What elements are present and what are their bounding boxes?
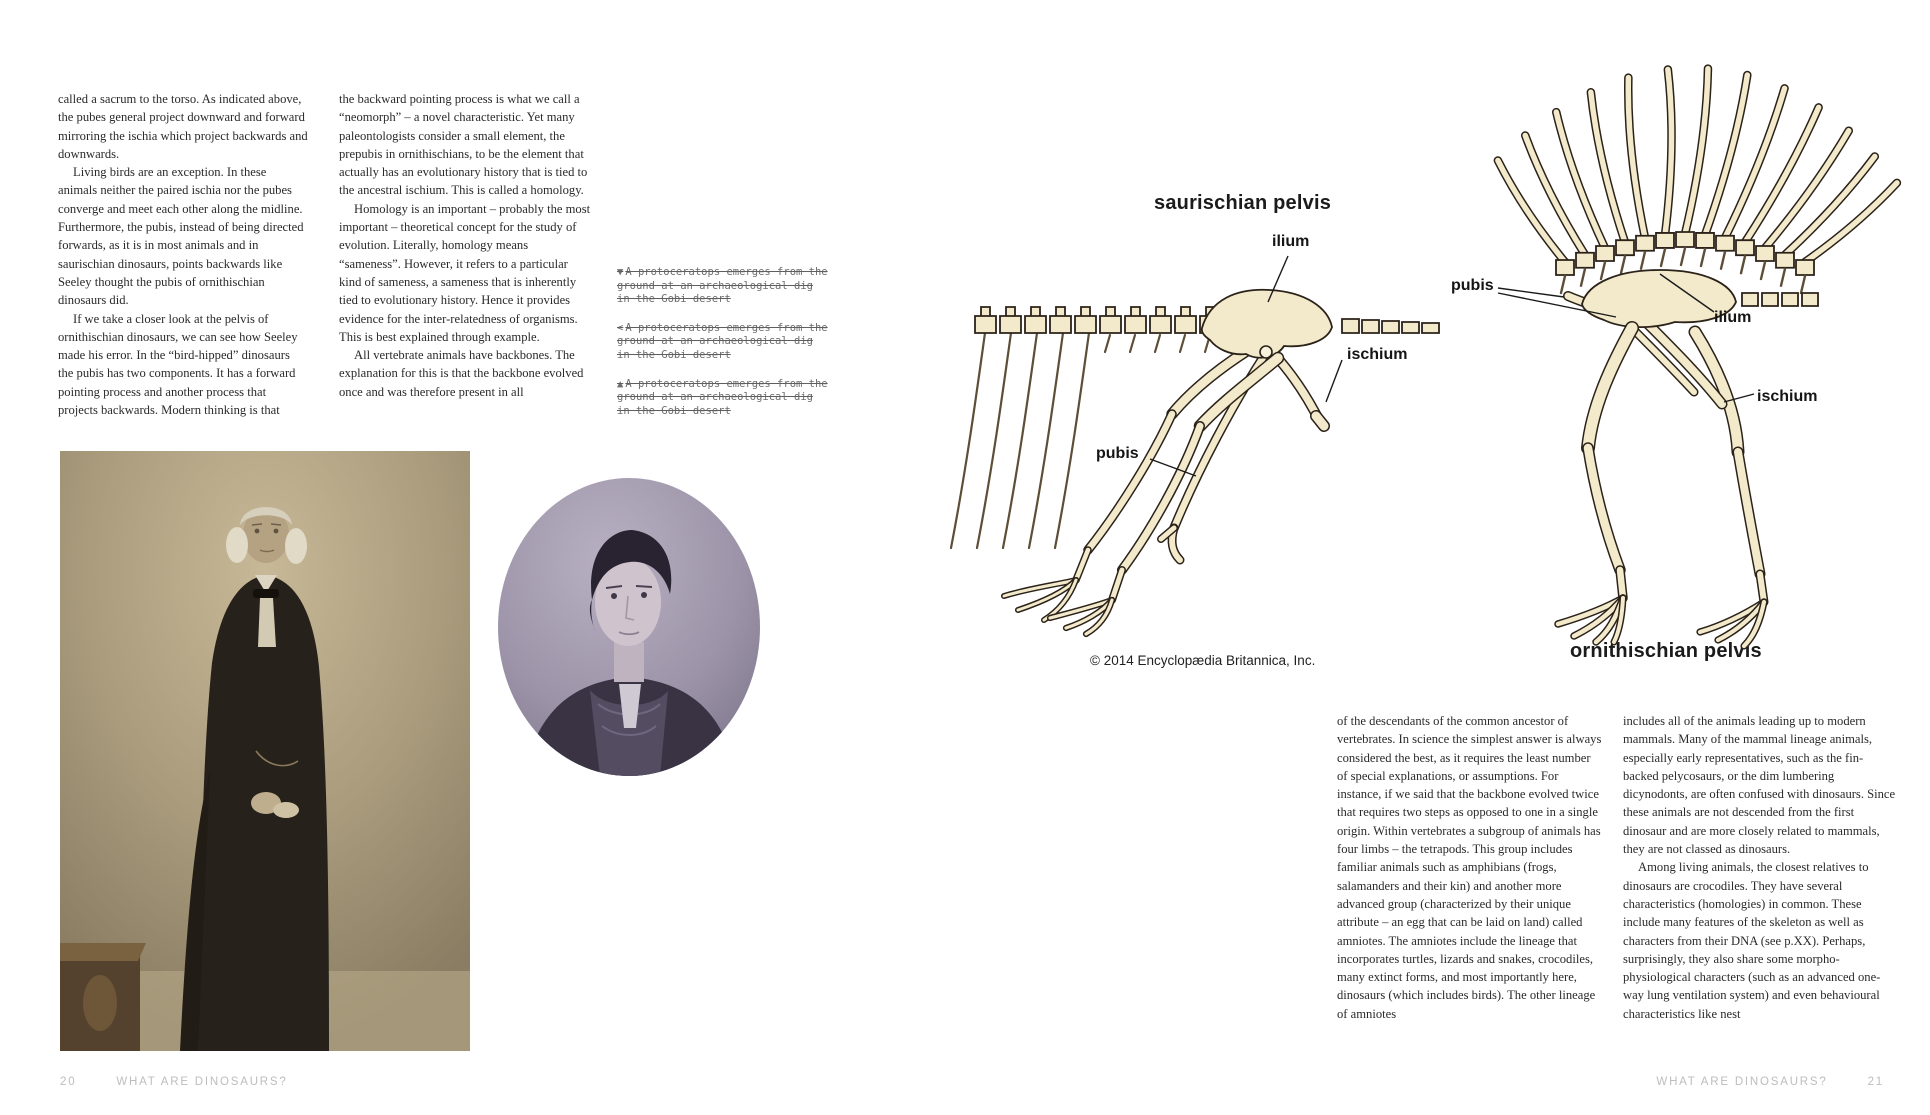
bone [1326, 360, 1342, 402]
bone [1762, 293, 1778, 306]
bone [1676, 232, 1694, 247]
bone [1621, 256, 1625, 273]
bone [1701, 249, 1705, 266]
bone [1761, 262, 1765, 279]
bone [1741, 256, 1745, 273]
bone [1681, 248, 1685, 265]
bone [1582, 270, 1736, 327]
body-column-3 [1337, 712, 1603, 1023]
bone [1342, 319, 1359, 333]
bone [1636, 236, 1654, 251]
bone [1175, 316, 1196, 333]
bone [1601, 262, 1605, 279]
bone [1180, 335, 1185, 352]
bone [1581, 269, 1585, 286]
bone [975, 316, 996, 333]
bone [1616, 240, 1634, 255]
paragraph: Homology is an important – probably the most important – theoretical concept for the study of evolution. Literally, homology means “sameness”. However, it refers to a particular kind of sameness, a sameness that is inherently tied to evolutionary history. Hence it provides evidence for the inter-relatedness of organisms. This is best explained through example. [339, 201, 591, 344]
bone [1641, 252, 1645, 269]
bone [1576, 253, 1594, 268]
bone [1776, 253, 1794, 268]
photo-huxley-illustration [60, 451, 470, 1051]
paragraph: called a sacrum to the torso. As indicated above, the pubes general project downward and forward mirroring the ischia which project backwards and downwards. [58, 92, 308, 161]
bone [1596, 246, 1614, 261]
bone [1742, 293, 1758, 306]
label-saurischian-pubis: pubis [1096, 445, 1139, 462]
diagram-title-ornithischian: ornithischian pelvis [1570, 640, 1762, 662]
bone [1736, 240, 1754, 255]
bone [1802, 293, 1818, 306]
arrow-up-icon: ▲ [617, 377, 624, 390]
diagram-title-saurischian: saurischian pelvis [1154, 192, 1332, 214]
bone [1125, 316, 1146, 333]
arrow-left-icon: < [617, 321, 624, 334]
bone [1801, 276, 1805, 293]
caption-text: A protoceratops emerges from the ground at an archaeological dig in the Gobi desert [617, 266, 828, 306]
caption-item [617, 266, 829, 307]
footer-left [60, 1076, 288, 1088]
bone [1738, 452, 1760, 574]
bone [1716, 236, 1734, 251]
caption-item [617, 378, 829, 419]
bone [951, 333, 985, 548]
bone [1100, 316, 1121, 333]
bone [1150, 316, 1171, 333]
page-number-right: 21 [1867, 1076, 1884, 1088]
photo-owen-illustration [498, 478, 760, 776]
bone [1000, 316, 1021, 333]
body-column-1 [58, 90, 308, 419]
bone [1130, 335, 1135, 352]
bone [1055, 333, 1089, 548]
paragraph: Among living animals, the closest relatives to dinosaurs are crocodiles. They have several characteristics (homologies) in common. These include many features of the skeleton as well as characters from their DNA (see p.XX). Perhaps, surprisingly, they also share some morpho-physiological characters (such as an advanced one-way lung ventilation system) and even behavioural characteristics like nest [1623, 860, 1881, 1021]
bone [1696, 233, 1714, 248]
bone [1029, 333, 1063, 548]
bone [1620, 570, 1623, 598]
body-column-2 [339, 90, 592, 401]
body-column-4 [1623, 712, 1897, 1023]
caption-item [617, 322, 829, 363]
caption-text: A protoceratops emerges from the ground at an archaeological dig in the Gobi desert [617, 377, 828, 417]
bone [1588, 448, 1620, 570]
bone [1402, 322, 1419, 333]
bone [1782, 293, 1798, 306]
paragraph: Living birds are an exception. In these animals neither the paired ischia nor the pubes converge and meet each other along the midline. Furthermore, the pubis, instead of being directed forwards, as it is in most animals and in saurischian dinosaurs, points backwards like Seeley thought the pubis of ornithischian dinosaurs did. [58, 165, 304, 308]
acetabulum [1260, 346, 1272, 358]
bone [1316, 416, 1324, 426]
bone [1050, 316, 1071, 333]
paragraph: the backward pointing process is what we call a “neomorph” – a novel characteristic. Yet many paleontologists consider a small element, the prepubis in ornithischians, to be the element that actually has an evolutionary history that is tied to the ancestral ischium. This is called a homology. [339, 92, 588, 198]
bone [1200, 358, 1278, 426]
caption-text: A protoceratops emerges from the ground at an archaeological dig in the Gobi desert [617, 321, 828, 361]
label-saurischian-ischium: ischium [1347, 346, 1408, 363]
paragraph: includes all of the animals leading up to modern mammals. Many of the mammal lineage animals, especially early representatives, such as the fin-backed pelycosaurs, or the dim lumbering dicynodonts, are often confused with dinosaurs. Since these animals are not descended from the first dinosaur and are more closely related to mammals, they are not classed as dinosaurs. [1623, 714, 1896, 857]
bone [1003, 333, 1037, 548]
bone [1656, 233, 1674, 248]
bone [1075, 316, 1096, 333]
footer-right [1656, 1076, 1884, 1088]
label-ornithischian-ilium: ilium [1714, 309, 1752, 326]
label-ornithischian-pubis: pubis [1451, 277, 1494, 294]
ornithischian-pelvis-diagram [1470, 60, 1930, 660]
bone [1076, 550, 1088, 580]
paragraph: All vertebrate animals have backbones. The explanation for this is that the backbone evolved once and was therefore present in all [339, 348, 584, 399]
saurischian-pelvis-diagram [880, 230, 1460, 660]
bone [1155, 335, 1160, 352]
bone [1561, 276, 1565, 293]
photo-owen-portrait [498, 478, 760, 776]
photo-captions [617, 266, 829, 433]
bone [977, 333, 1011, 548]
bone [1760, 574, 1764, 602]
page-number-left: 20 [60, 1076, 77, 1088]
paragraph: of the descendants of the common ancestor of vertebrates. In science the simplest answer is always considered the best, as it requires the least number of special explanations, or assumptions. For instance, if we said that the backbone evolved twice that requires two steps as opposed to one in a single origin. Within vertebrates a subgroup of animals has four limbs – the tetrapods. This group includes familiar animals such as amphibians (frogs, salamanders and their kin) and another more advanced group (characterized by their unique attribute – an egg that can be laid on land) called amniotes. The amniotes include the lineage that incorporates turtles, lizards and snakes, crocodiles, many extinct forms, and most importantly here, dinosaurs (which includes birds). The other lineage of amniotes [1337, 714, 1602, 1021]
paragraph: If we take a closer look at the pelvis of ornithischian dinosaurs, we can see how Seeley made his error. In the “bird-hipped” dinosaurs the pubis has two components. It has a forward pointing process and another process that projects backwards. Modern thinking is that [58, 311, 298, 418]
bone [1756, 246, 1774, 261]
bone [1556, 260, 1574, 275]
bone [1382, 321, 1399, 333]
copyright-line: © 2014 Encyclopædia Britannica, Inc. [1090, 653, 1316, 668]
label-saurischian-ilium: ilium [1272, 233, 1310, 250]
photo-huxley-portrait [60, 451, 470, 1051]
bone [1661, 249, 1665, 266]
bone [1422, 323, 1439, 333]
bone [1721, 252, 1725, 269]
bone [1025, 316, 1046, 333]
bone [1796, 260, 1814, 275]
label-ornithischian-ischium: ischium [1757, 388, 1818, 405]
bone [1105, 335, 1110, 352]
arrow-down-icon: ▼ [617, 266, 624, 278]
bone [1362, 320, 1379, 333]
bone [1781, 269, 1785, 286]
running-title: WHAT ARE DINOSAURS? [1656, 1076, 1828, 1088]
running-title: WHAT ARE DINOSAURS? [116, 1076, 288, 1088]
